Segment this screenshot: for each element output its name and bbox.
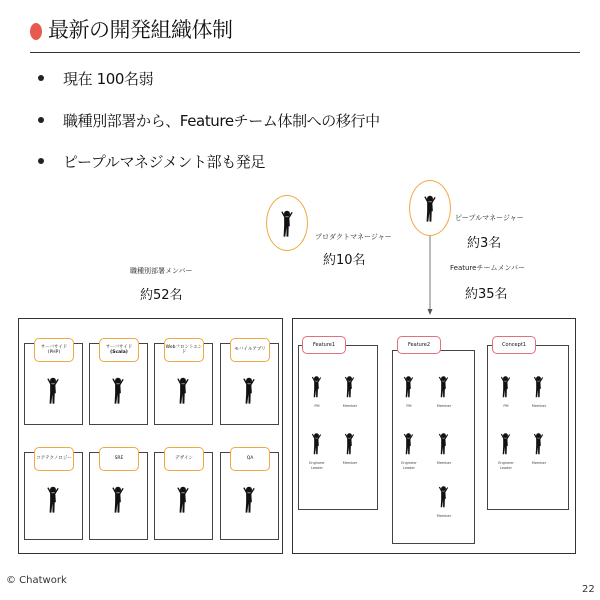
member-role-label: Member bbox=[531, 404, 547, 408]
feature-team-tag bbox=[492, 336, 536, 354]
product-manager-count: 約10名 bbox=[323, 253, 366, 268]
person-icon bbox=[499, 375, 512, 399]
bullet-text: ピープルマネジメント部も発足 bbox=[63, 153, 266, 171]
feature-members-count: 約35名 bbox=[465, 287, 508, 302]
person-icon bbox=[310, 375, 323, 399]
function-team-tag bbox=[230, 338, 270, 362]
function-team-name: SRE bbox=[114, 456, 124, 462]
function-team-tag bbox=[164, 338, 204, 362]
person-icon bbox=[241, 376, 257, 406]
copyright: © Chatwork bbox=[6, 575, 67, 586]
person-icon bbox=[343, 432, 356, 456]
person-icon bbox=[175, 485, 191, 515]
person-icon bbox=[402, 375, 415, 399]
member-role-label: Member bbox=[436, 461, 452, 465]
function-team-name: モバイルアプリ bbox=[234, 347, 266, 353]
person-icon bbox=[422, 195, 438, 223]
bullet-text: 職種別部署から、Featureチーム体制への移行中 bbox=[63, 112, 380, 130]
person-icon bbox=[310, 432, 323, 456]
person-icon bbox=[45, 376, 61, 406]
function-team-tag bbox=[99, 338, 139, 362]
member-role-label: PM bbox=[503, 404, 509, 408]
function-team-tag bbox=[34, 447, 74, 471]
function-team-name: サーバサイド bbox=[105, 344, 133, 350]
member-role-label: Engineer Leader bbox=[498, 461, 514, 470]
member-role-label: Engineer Leader bbox=[309, 461, 325, 470]
product-manager-label: プロダクトマネージャー bbox=[315, 233, 392, 241]
feature-team-tag bbox=[302, 336, 346, 354]
function-team-subname: (Scala) bbox=[110, 350, 128, 355]
function-team-name: QA bbox=[246, 456, 254, 462]
member-role-label: Member bbox=[342, 461, 358, 465]
function-team-tag bbox=[99, 447, 139, 471]
people-manager-circle bbox=[409, 180, 451, 236]
function-team-name: コアテクノロジー bbox=[36, 456, 72, 462]
person-icon bbox=[437, 375, 450, 399]
function-team-name: デザイン bbox=[175, 456, 193, 462]
member-role-label: Member bbox=[436, 404, 452, 408]
member-role-label: Engineer Leader bbox=[401, 461, 417, 470]
function-team-name: サーバサイド bbox=[40, 344, 68, 350]
person-icon bbox=[437, 432, 450, 456]
slide-title: 最新の開発組織体制 bbox=[48, 18, 233, 42]
member-role-label: Member bbox=[436, 514, 452, 518]
member-role-label: Member bbox=[531, 461, 547, 465]
feature-team-name: Concept1 bbox=[502, 342, 526, 348]
feature-members-label: Featureチームメンバー bbox=[450, 264, 525, 272]
person-icon bbox=[279, 210, 295, 238]
page-number: 22 bbox=[582, 584, 595, 595]
person-icon bbox=[175, 376, 191, 406]
person-icon bbox=[45, 485, 61, 515]
function-team-tag bbox=[230, 447, 270, 471]
feature-team-card bbox=[298, 345, 378, 510]
function-members-count: 約52名 bbox=[140, 288, 183, 303]
function-members-label: 職種別部署メンバー bbox=[130, 267, 193, 275]
member-role-label: PM bbox=[314, 404, 320, 408]
people-manager-label: ピープルマネージャー bbox=[455, 214, 524, 222]
person-icon bbox=[532, 375, 545, 399]
title-divider bbox=[30, 52, 580, 53]
person-icon bbox=[343, 375, 356, 399]
function-team-subname: (PHP) bbox=[47, 350, 61, 355]
person-icon bbox=[110, 376, 126, 406]
product-manager-circle bbox=[266, 195, 308, 251]
function-team-name: Webフロントエンド bbox=[165, 344, 203, 355]
person-icon bbox=[241, 485, 257, 515]
feature-team-card bbox=[487, 345, 569, 510]
people-manager-count: 約3名 bbox=[467, 236, 502, 251]
function-team-tag bbox=[164, 447, 204, 471]
bullet-dot-icon bbox=[38, 75, 44, 81]
person-icon bbox=[499, 432, 512, 456]
title-bullet-icon bbox=[30, 23, 42, 40]
bullet-dot-icon bbox=[38, 158, 44, 164]
person-icon bbox=[110, 485, 126, 515]
feature-team-tag bbox=[397, 336, 441, 354]
member-role-label: PM bbox=[406, 404, 412, 408]
function-team-tag bbox=[34, 338, 74, 362]
bullet-text: 現在 100名弱 bbox=[63, 70, 154, 88]
feature-team-name: Feature2 bbox=[407, 342, 431, 348]
person-icon bbox=[532, 432, 545, 456]
feature-team-name: Feature1 bbox=[312, 342, 336, 348]
member-role-label: Member bbox=[342, 404, 358, 408]
person-icon bbox=[437, 485, 450, 509]
person-icon bbox=[402, 432, 415, 456]
bullet-dot-icon bbox=[38, 117, 44, 123]
